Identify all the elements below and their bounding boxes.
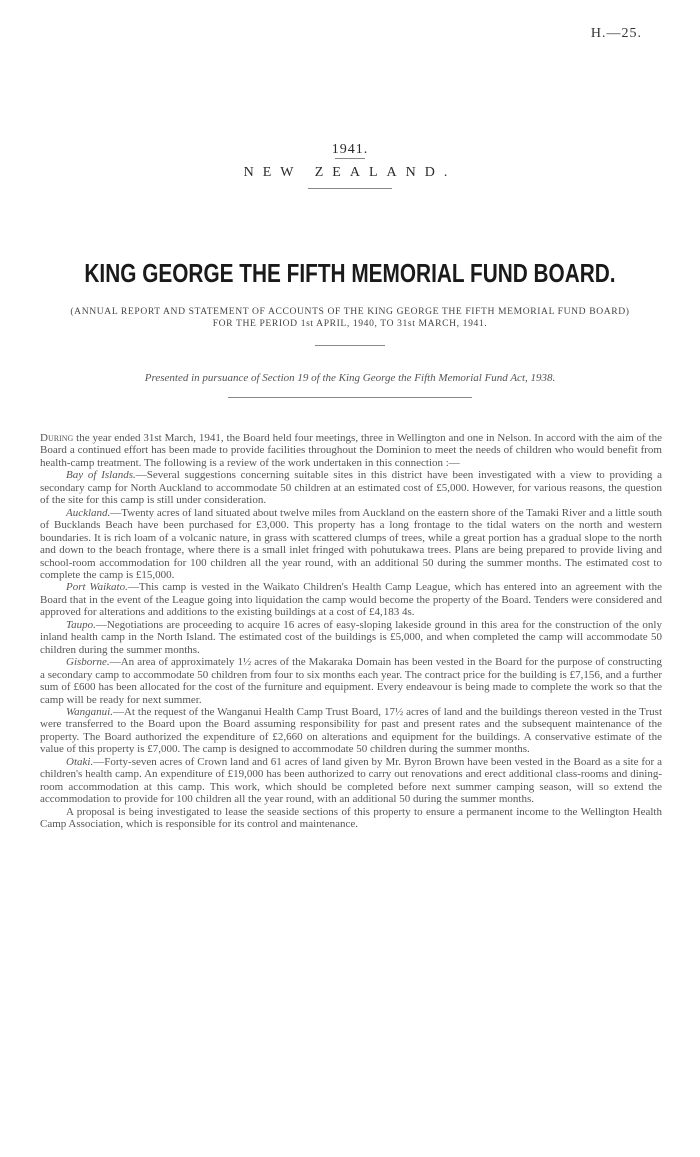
page-subtitle: (ANNUAL REPORT AND STATEMENT OF ACCOUNTS OF THE KING GEORGE THE FIFTH MEMORIAL FUND BOARD) FOR THE PERIOD 1st APRIL, 1940, TO 31st MARCH, 1941. [70,306,630,329]
document-year: 1941. [331,142,369,157]
document-reference: H.—25. [590,26,642,41]
section-paragraph [40,706,662,756]
section-paragraph [40,581,662,618]
section-text: —Several suggestions concerning suitable sites in this district have been investigated with a view to providing a secondary camp for North Auckland to accommodate 50 children at an estimated cost of £5,000. However, for various reasons, the question of the site for this camp is still under consideration. [40,469,662,507]
section-text: —Negotiations are proceeding to acquire 16 acres of easy-sloping lakeside ground in this area for the construction of the only inland health camp in the North Island. The estimated cost of the buildings is £5,000, and when completed the camp will accommodate 50 children during the summer months. [40,618,662,656]
closing-paragraph: A proposal is being investigated to lease the seaside sections of this property to ensure a permanent income to the Wellington Health Camp Association, which is responsible for its control and maintenance. [40,805,662,831]
section-heading: Gisborne. [66,656,110,669]
section-heading: Wanganui. [66,705,113,718]
section-text: —Forty-seven acres of Crown land and 61 acres of land given by Mr. Byron Brown have been vested in the Board as a site for a children's health camp. An expenditure of £19,000 has been authorized to carry out renovations and erect additional class-rooms and dining-room accommodation at this camp. This work, which should be completed before next summer camping season, will so extend the accommodation to provide for 100 children all the year round, with an additional 50 during the summer months. [40,755,662,806]
section-heading: Taupo. [66,618,96,631]
section-heading: Otaki. [66,755,94,768]
section-paragraph [40,756,662,806]
section-paragraph [40,469,662,506]
presentation-divider [228,397,472,398]
intro-paragraph [40,432,662,469]
year-divider [335,158,365,159]
presentation-note: Presented in pursuance of Section 19 of the King George the Fifth Memorial Fund Act, 1938. [144,372,556,384]
section-paragraph [40,619,662,656]
section-text: —Twenty acres of land situated about twelve miles from Auckland on the eastern shore of the Tamaki River and a little south of Bucklands Beach have been purchased for £3,000. This property has a long frontage to the tidal waters on the north and western boundaries. It is rich loam of a volcanic nature, in grass with scattered clumps of trees, while a great portion has a gradual slope to the north and down to the beach frontage, where there is a small inlet fringed with pohutukawa trees. Plans are being prepared to provide living and school-room accommodation for 100 children all the year round, with an additional 50 during the summer months. The estimated cost to complete the camp is £15,000. [40,506,662,581]
section-heading: Auckland. [66,506,111,519]
section-heading: Bay of Islands. [66,469,136,482]
report-body [40,432,662,831]
section-paragraph [40,507,662,582]
subtitle-divider [315,345,385,346]
intro-lead: During [40,432,74,444]
page-title: KING GEORGE THE FIFTH MEMORIAL FUND BOARD. [84,258,616,288]
section-text: —This camp is vested in the Waikato Children's Health Camp League, which has entered into an agreement with the Board that in the event of the League going into liquidation the camp would become the property of the Board. Tenders were considered and approved for alterations and additions to the existing buildings at a cost of £4,183 4s. [40,581,662,619]
section-paragraph [40,656,662,706]
country-divider [308,188,392,189]
section-text: —At the request of the Wanganui Health Camp Trust Board, 17½ acres of land and the buildings thereon vested in the Trust were transferred to the Board upon the Board assuming responsibility for past and present rates and the subsequent maintenance of the property. The Board authorized the expenditure of £2,660 on alterations and equipment for the buildings. A conservative estimate of the value of this property is £7,000. The camp is designed to accommodate 50 children during the summer months. [40,705,662,756]
document-country: NEW ZEALAND. [243,165,457,180]
section-text: —An area of approximately 1½ acres of the Makaraka Domain has been vested in the Board for the purpose of constructing a secondary camp to accommodate 50 children from four to six months each year. The contract price for the building is £7,156, and a further sum of £600 has been allocated for the cost of the furniture and equipment. Every endeavour is being made to complete the work so that the camp will be ready for next summer. [40,656,662,706]
intro-text: the year ended 31st March, 1941, the Board held four meetings, three in Wellington and one in Nelson. In accord with the aim of the Board a continued effort has been made to provide facilities throughout the Dominion to meet the needs of children who would benefit from health-camp treatment. The following is a review of the work undertaken in this connection :— [40,432,662,469]
section-heading: Port Waikato. [66,581,128,594]
